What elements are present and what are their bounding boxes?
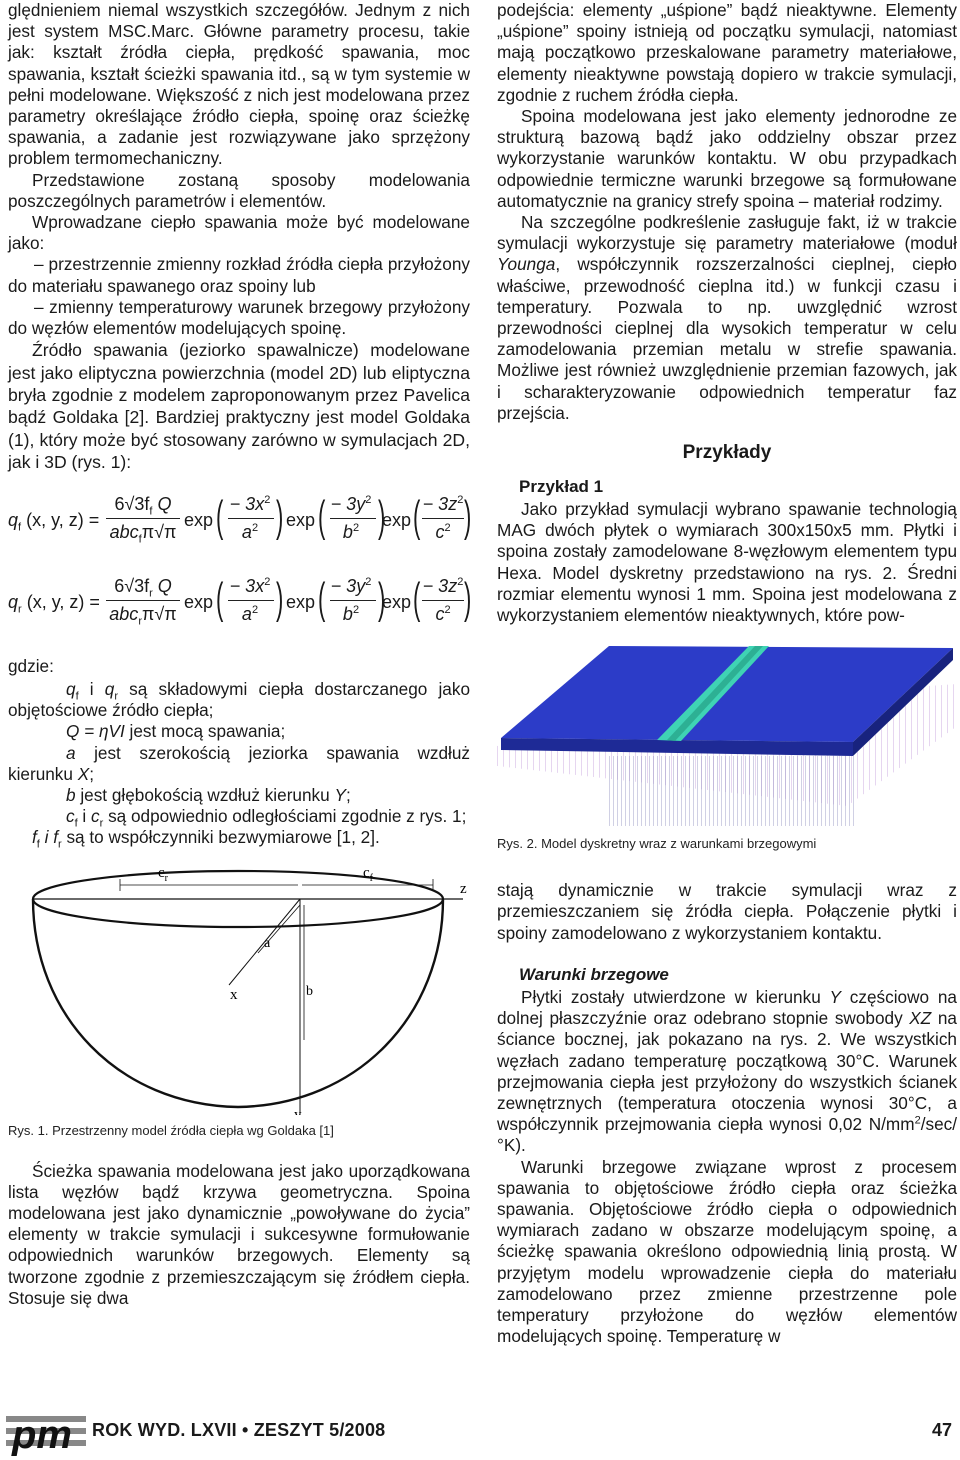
text: i [77, 806, 92, 827]
eq-pi: π√π [141, 521, 177, 542]
text: i [39, 827, 54, 848]
symbol: X [77, 763, 90, 784]
cf-label: $c_f$ [363, 864, 374, 884]
fraction-bar [330, 600, 376, 601]
b-label: b [306, 983, 313, 999]
eq-term: b [342, 603, 353, 624]
symbol: c [91, 806, 100, 827]
paren: ) [464, 573, 472, 623]
definition [8, 721, 470, 742]
symbol-sub: f [75, 690, 79, 703]
symbol: c [66, 806, 75, 827]
paren: ( [216, 491, 224, 541]
text-italic: XZ [909, 1008, 932, 1029]
paren: ( [318, 573, 326, 623]
z-label: z [460, 880, 467, 897]
eq-exponent: 2 [444, 603, 451, 616]
list-item: – przestrzennie zmienny rozkład źródła ciepła przyłożony do materiału spawanego oraz spoiny lub [8, 254, 470, 296]
eq-term: a [241, 603, 252, 624]
equation-1 [8, 488, 470, 552]
symbol: f [32, 827, 37, 848]
eq-exp: exp [286, 509, 316, 530]
symbol-sub: r [114, 690, 119, 703]
eq-exponent: 2 [457, 575, 464, 588]
symbol: Q = [66, 721, 99, 742]
fraction-bar [330, 518, 376, 519]
eq-symbol: q [8, 509, 19, 530]
paragraph: podejścia: elementy „uśpione” bądź nieaktywne. Elementy „uśpione” spoiny istnieją od początku symulacji, natomiast mają początkowo przeskalowane parametry materiałowe, elementy nieaktywne powstają dopiero w trakcie symulacji, zgodnie z ruchem źródła ciepła. [497, 0, 957, 105]
equation-2 [8, 570, 470, 634]
text-italic: Younga [497, 254, 556, 275]
text: jest mocą spawania; [124, 721, 286, 742]
figure-2-caption: Rys. 2. Model dyskretny wraz z warunkami brzegowymi [497, 836, 817, 852]
eq-args: (x, y, z) = [26, 509, 100, 530]
eq-term: − 3z [422, 493, 458, 514]
text: , współczynnik rozszerzalności cieplnej, ciepło właściwe, przewodność cieplna itd.) w funkcji czasu i temperatury. Pozwala to np. uwzględnić wzrost przewodności cieplnej dla wysokich temperatur w celu zamodelowania przemian metalu w strefie spawania. Możliwe jest również uwzględnienie przemian fazowych, jak i scharakteryzowanie odpowiednich temperatur faz przejścia. [497, 254, 957, 423]
text: częściowo na dolnej płaszczyźnie oraz odebrano stopnie swobody [497, 986, 957, 1029]
eq-subscript: r [138, 615, 142, 628]
text: Płytki zostały utwierdzone w kierunku [521, 986, 830, 1007]
superscript: 2 [914, 1114, 921, 1127]
eq-numerator: 6√3f [114, 575, 150, 596]
text-italic: Y [829, 986, 842, 1007]
subsection-heading: Warunki brzegowe [519, 964, 669, 984]
svg-text:pm: pm [12, 1413, 72, 1456]
eq-exponent: 2 [352, 521, 360, 534]
eq-term: − 3y [330, 493, 366, 514]
cr-label: $c_r$ [158, 864, 169, 884]
eq-subscript: r [18, 603, 22, 616]
fraction-bar [422, 518, 464, 519]
definition [8, 827, 470, 851]
eq-exp: exp [184, 591, 214, 612]
right-column [497, 0, 957, 1347]
paragraph: ględnieniem niemal wszystkich szczegółów. Jednym z nich jest system MSC.Marc. Główne parametry procesu, takie jak: kształt źródła ciepła, prędkość spawania, moc spawania, kształt ścieżki spawania itd., są w tym systemie w pełni modelowane. Większość z nich jest modelowana przez parametry określające źródło ciepła, spoinę oraz ścieżkę spawania, a zadanie jest rozwiązywane jako sprzężony problem termomechaniczny. [8, 0, 470, 169]
eq-term: − 3y [330, 575, 366, 596]
a-label: a [264, 935, 271, 951]
eq-subscript: r [149, 587, 153, 600]
paragraph: Ścieżka spawania modelowana jest jako uporządkowana lista węzłów bądź krzywa geometryczna. Spoina modelowana jest jako dynamicznie „powoływane do życia” elementy w trakcie symulacji i sukcesywne formułowanie odpowiednich warunków brzegowych. Elementy są tworzone zgodnie z przemieszczającym się źródłem ciepła. Stosuje się dwa [8, 1160, 470, 1308]
eq-args: (x, y, z) = [26, 591, 100, 612]
paren: ) [378, 491, 386, 541]
eq-term: c [435, 521, 445, 542]
figure-1-caption: Rys. 1. Przestrzenny model źródła ciepła wg Goldaka [1] [8, 1122, 334, 1138]
y-label: y [294, 1106, 302, 1115]
eq-term: c [435, 603, 445, 624]
text: jest głębokością wzdłuż kierunku [75, 784, 335, 805]
paragraph: Jako przykład symulacji wybrano spawanie technologią MAG dwóch płytek o wymiarach 300x150x5 mm. Płytki i spoina zostały zamodelowane 8-węzłowym elementem typu Hexa. Model dyskretny przedstawiono na rys. 2. Średni rozmiar elementu wynosi 1 mm. Spoina jest modelowana z wykorzystaniem elementów nieaktywnych, które pow- [497, 499, 957, 626]
section-heading: Przykłady [682, 442, 772, 464]
fraction-bar [106, 600, 180, 601]
paragraph: Źródło spawania (jeziorko spawalnicze) modelowane jest jako eliptyczna powierzchnia (model 2D) lub eliptyczna bryła zgodnie z modelem zaproponowanym przez Pavelica bądź Goldaka [2]. Bardziej praktyczny jest model Goldaka (1), który może być stosowany zarówno w symulacjach 2D, jak i 3D (rys. 1): [8, 340, 470, 473]
eq-subscript: f [138, 533, 142, 546]
paragraph: Przedstawione zostaną sposoby modelowania poszczególnych parametrów i elementów. [8, 169, 470, 211]
eq-symbol: q [8, 591, 19, 612]
text: są to współczynniki bezwymiarowe [1, 2]. [61, 827, 380, 848]
symbol-sub: r [58, 838, 62, 851]
gdzie-label: gdzie: [8, 655, 54, 676]
paragraph: Warunki brzegowe związane wprost z procesem spawania to objętościowe źródło ciepła oraz ścieżka spawania. Objętościowe źródło ciepła o odpowiednich wymiarach zadano w obszarze modelującym spoinę, a ścieżkę spawania określono odpowiednią linią prostą. W przyjętym modelu wprowadzenie ciepła do materiału zamodelowano przez zmienne przestrzenne pole temperatury przyłożone do węzłów elementów modelujących spoinę. Temperaturę w [497, 1156, 957, 1347]
paragraph [497, 987, 957, 1157]
eq-exp: exp [382, 509, 412, 530]
journal-logo-icon [6, 1408, 86, 1456]
goldak-ellipsoid-diagram [8, 865, 470, 1115]
eq-term: − 3x [229, 575, 265, 596]
paragraph: Wprowadzane ciepło spawania może być modelowane jako: [8, 212, 470, 254]
paragraph [497, 212, 957, 424]
definition [8, 785, 470, 806]
text: jest szerokością jeziorka spawania wzdłuż kierunku [8, 742, 470, 784]
eq-denominator: abc [109, 603, 139, 624]
symbol: ηVI [98, 721, 125, 742]
eq-subscript: f [18, 521, 22, 534]
eq-term: a [241, 521, 252, 542]
symbol-sub: r [99, 817, 104, 830]
paren: ) [276, 573, 284, 623]
eq-exp: exp [184, 509, 214, 530]
definition [8, 743, 470, 785]
fraction-bar [228, 518, 274, 519]
text: ; [89, 763, 94, 784]
definition [8, 806, 470, 830]
eq-term: − 3z [422, 575, 458, 596]
text: /sec/°K). [497, 1114, 957, 1156]
eq-exponent: 2 [264, 575, 271, 588]
text: na ściance bocznej, jak pokazano na rys. 2. We wszystkich węzłach zadano temperaturę początkową 30°C. Warunek przejmowania ciepła jest przyłożony do wszystkich ścianek zewnętrznych (temperatura otoczenia wynosi 30°C, a współczynnik przejmowania ciepła wynosi 0,02 N/mm [497, 1008, 957, 1135]
eq-exponent: 2 [264, 493, 271, 506]
eq-term: − 3x [229, 493, 265, 514]
symbol-sub: f [36, 838, 40, 851]
eq-exp: exp [382, 591, 412, 612]
symbol-sub: f [74, 817, 78, 830]
paragraph: stają dynamicznie w trakcie symulacji wraz z przemieszczaniem się źródła ciepła. Połączenie płytki i spoiny zamodelowano z wykorzystaniem kontaktu. [497, 880, 957, 943]
eq-exponent: 2 [251, 603, 259, 616]
text: są odpowiednio odległościami zgodnie z rys. 1; [103, 806, 467, 827]
eq-exponent: 2 [444, 521, 451, 534]
eq-denominator: abc [109, 521, 139, 542]
symbol: q [66, 678, 76, 699]
eq-exponent: 2 [251, 521, 259, 534]
paren: ( [413, 491, 421, 541]
symbol: q [104, 678, 115, 699]
fe-mesh-model [497, 646, 957, 836]
fraction-bar [228, 600, 274, 601]
page-footer [0, 1404, 960, 1460]
definition [8, 679, 470, 721]
paren: ( [413, 573, 421, 623]
text: Na szczególne podkreślenie zasługuje fakt, iż w trakcie symulacji wykorzystuje się parametry materiałowe (moduł [497, 212, 957, 254]
example-heading: Przykład 1 [519, 477, 604, 497]
paren: ( [318, 491, 326, 541]
paren: ( [216, 573, 224, 623]
eq-numerator: 6√3f [114, 493, 150, 514]
symbol: a [66, 742, 76, 763]
journal-issue: ROK WYD. LXVII • ZESZYT 5/2008 [92, 1420, 386, 1440]
x-label: x [230, 986, 238, 1003]
paragraph: Spoina modelowana jest jako elementy jednorodne ze strukturą bazową bądź jako oddzielny obszar przez wykorzystanie warunków kontaktu. W obu przypadkach odpowiednie termiczne warunki brzegowe są formułowane automatycznie na granicy strefy spoina – materiał rodzimy. [497, 106, 957, 211]
text: są składowymi ciepła dostarczanego jako objętościowe źródło ciepła; [8, 678, 470, 721]
eq-pi: π√π [141, 603, 177, 624]
left-column [8, 0, 470, 1309]
fraction-bar [422, 600, 464, 601]
list-item: – zmienny temperaturowy warunek brzegowy przyłożony do węzłów elementów modelujących spoinę. [8, 296, 470, 339]
eq-symbol: Q [152, 575, 172, 596]
figure-2 [497, 646, 957, 836]
support-hatching [607, 756, 857, 826]
page-number: 47 [931, 1420, 952, 1440]
fraction-bar [106, 518, 180, 519]
figure-1 [8, 865, 470, 1115]
text: i [78, 678, 105, 699]
symbol-definitions [8, 656, 470, 849]
text: ; [345, 784, 351, 805]
eq-exponent: 2 [365, 493, 372, 506]
symbol: Y [334, 784, 346, 805]
eq-exponent: 2 [457, 493, 464, 506]
ellipsoid-outline [33, 899, 443, 1107]
eq-exponent: 2 [365, 575, 372, 588]
symbol: f [53, 827, 58, 848]
paren: ) [276, 491, 284, 541]
paren: ) [378, 573, 386, 623]
eq-exp: exp [286, 591, 316, 612]
symbol: b [66, 784, 76, 805]
eq-exponent: 2 [352, 603, 360, 616]
eq-symbol: Q [152, 493, 172, 514]
paren: ) [464, 491, 472, 541]
eq-subscript: f [149, 505, 153, 518]
eq-term: b [342, 521, 353, 542]
